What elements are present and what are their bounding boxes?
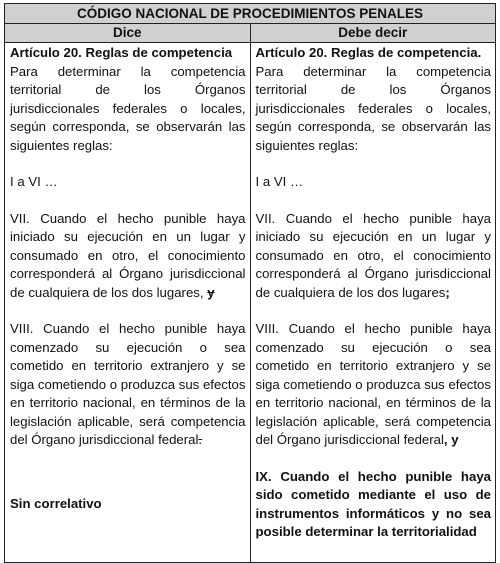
- fraction-viii-deleted: .: [198, 432, 203, 447]
- fraction-vii: [10, 210, 246, 303]
- fraction-vii: [256, 210, 492, 303]
- article-heading: Artículo 20. Reglas de competencia.: [255, 45, 482, 60]
- fraction-vii-deleted: y: [207, 284, 215, 300]
- fraction-ix: IX. Cuando el hecho punible haya sido cometido mediante el uso de instrumentos informáticos y no sea posible determinar la territorialidad: [255, 468, 491, 539]
- no-match-label: Sin correlativo: [10, 495, 102, 511]
- comparison-table: [4, 3, 496, 563]
- column-dice: [5, 43, 250, 563]
- fraction-viii: [10, 320, 246, 450]
- fraction-viii-text: VIII. Cuando el hecho punible haya comenzado su ejecución o sea cometido en territorio extranjero y se siga cometiendo o produzca sus efectos en territorio nacional, en términos de la legislación aplicable, será competencia del Órgano jurisdiccional federal: [255, 321, 491, 447]
- column-debe-decir: [250, 43, 496, 563]
- table-title: CÓDIGO NACIONAL DE PROCEDIMIENTOS PENALES: [5, 4, 495, 24]
- fraction-range: I a VI …: [10, 174, 58, 189]
- column-headers: [5, 24, 495, 43]
- fraction-range: I a VI …: [255, 174, 304, 189]
- fraction-viii: [256, 320, 492, 450]
- article-intro: Para determinar la competencia territorial de los Órganos jurisdiccionales federales o locales, según corresponda, se observarán las siguientes reglas:: [10, 63, 246, 153]
- fraction-vii-text: VII. Cuando el hecho punible haya iniciado su ejecución en un lugar y consumado en otro, el conocimiento corresponderá al Órgano jurisdiccional de cualquiera de los dos lugares: [255, 210, 491, 300]
- fraction-viii-added: , y: [443, 432, 459, 447]
- article-intro: Para determinar la competencia territorial de los Órganos jurisdiccionales federales o locales, según corresponda, se observarán las siguientes reglas:: [255, 63, 491, 153]
- fraction-vii-added: ;: [445, 284, 450, 300]
- article-heading: Artículo 20. Reglas de competencia: [10, 45, 233, 60]
- fraction-vii-text: VII. Cuando el hecho punible haya iniciado su ejecución en un lugar y consumado en otro, el conocimiento corresponderá al Órgano jurisdiccional de cualquiera de los dos lugares,: [10, 210, 246, 300]
- fraction-viii-text: VIII. Cuando el hecho punible haya comenzado su ejecución o sea cometido en territorio extranjero y se siga cometiendo o produzca sus efectos en territorio nacional, en términos de la legislación aplicable, será competencia del Órgano jurisdiccional federal: [10, 321, 246, 447]
- header-debe-decir: Debe decir: [250, 24, 496, 42]
- table-body: [5, 43, 495, 563]
- header-dice: Dice: [112, 25, 142, 40]
